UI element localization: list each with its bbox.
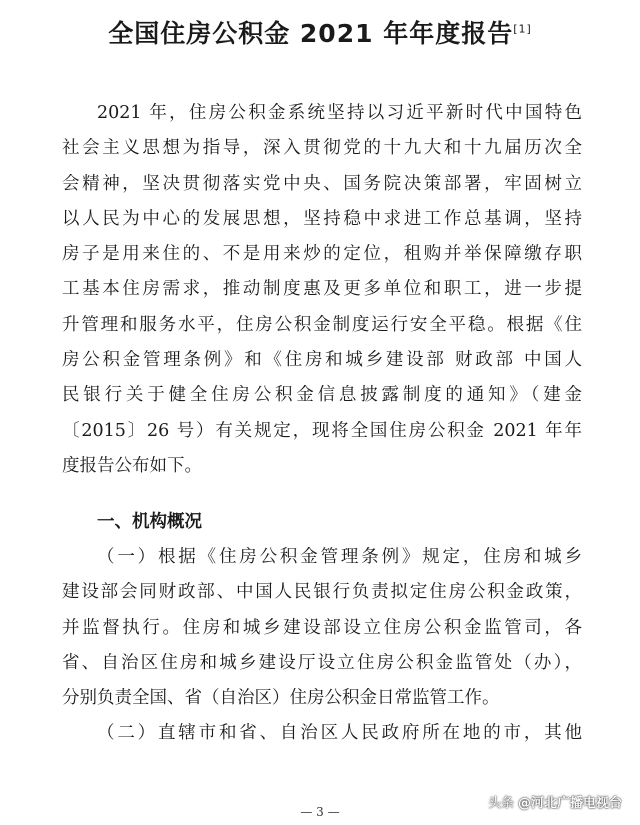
intro-line: 社会主义思想为指导，深入贯彻党的十九大和十九届历次全 — [62, 138, 582, 159]
intro-line: 升管理和服务水平，住房公积金制度运行安全平稳。根据《住 — [62, 314, 582, 335]
section-heading: 一、机构概况 — [97, 512, 202, 532]
intro-line: 以人民为中心的发展思想，坚持稳中求进工作总基调，坚持 — [62, 208, 582, 229]
title-footnote: [1] — [513, 22, 532, 36]
watermark-brand: @河北广播电视台 — [517, 796, 622, 811]
intro-line: 工基本住房需求，推动制度惠及更多单位和职工，进一步提 — [62, 279, 582, 300]
intro-paragraph — [62, 96, 582, 484]
section-line: 分别负责全国、省（自治区）住房公积金日常监管工作。 — [62, 688, 500, 709]
intro-line: 会精神，坚决贯彻落实党中央、国务院决策部署，牢固树立 — [62, 173, 582, 194]
intro-line: 度报告公布如下。 — [62, 455, 202, 476]
section-line: 并监督执行。住房和城乡建设部设立住房公积金监管司，各 — [62, 617, 582, 638]
watermark-prefix: 头条 — [487, 796, 514, 811]
section-line: 省、自治区住房和城乡建设厅设立住房公积金监管处（办）， — [62, 652, 582, 673]
intro-line: 2021 年，住房公积金系统坚持以习近平新时代中国特色 — [97, 103, 582, 123]
intro-line: 房子是用来住的、不是用来炒的定位，租购并举保障缴存职 — [62, 244, 582, 265]
section-heading-wrap — [62, 505, 582, 540]
intro-line: 民银行关于健全住房公积金信息披露制度的通知》（建金 — [62, 385, 582, 406]
intro-line: 〔2015〕26 号）有关规定，现将全国住房公积金 2021 年年 — [62, 420, 582, 441]
section-paragraph — [62, 540, 582, 752]
source-watermark — [488, 792, 622, 811]
page-number: — 3 — — [300, 805, 340, 819]
title-text: 全国住房公积金 2021 年年度报告 — [108, 19, 514, 48]
section-line: （二）直辖市和省、自治区人民政府所在地的市，其他 — [97, 723, 582, 744]
document-title — [0, 16, 640, 52]
section-line: （一）根据《住房公积金管理条例》规定，住房和城乡 — [97, 547, 582, 567]
intro-line: 房公积金管理条例》和《住房和城乡建设部 财政部 中国人 — [62, 350, 582, 371]
section-line: 建设部会同财政部、中国人民银行负责拟定住房公积金政策， — [62, 582, 582, 603]
